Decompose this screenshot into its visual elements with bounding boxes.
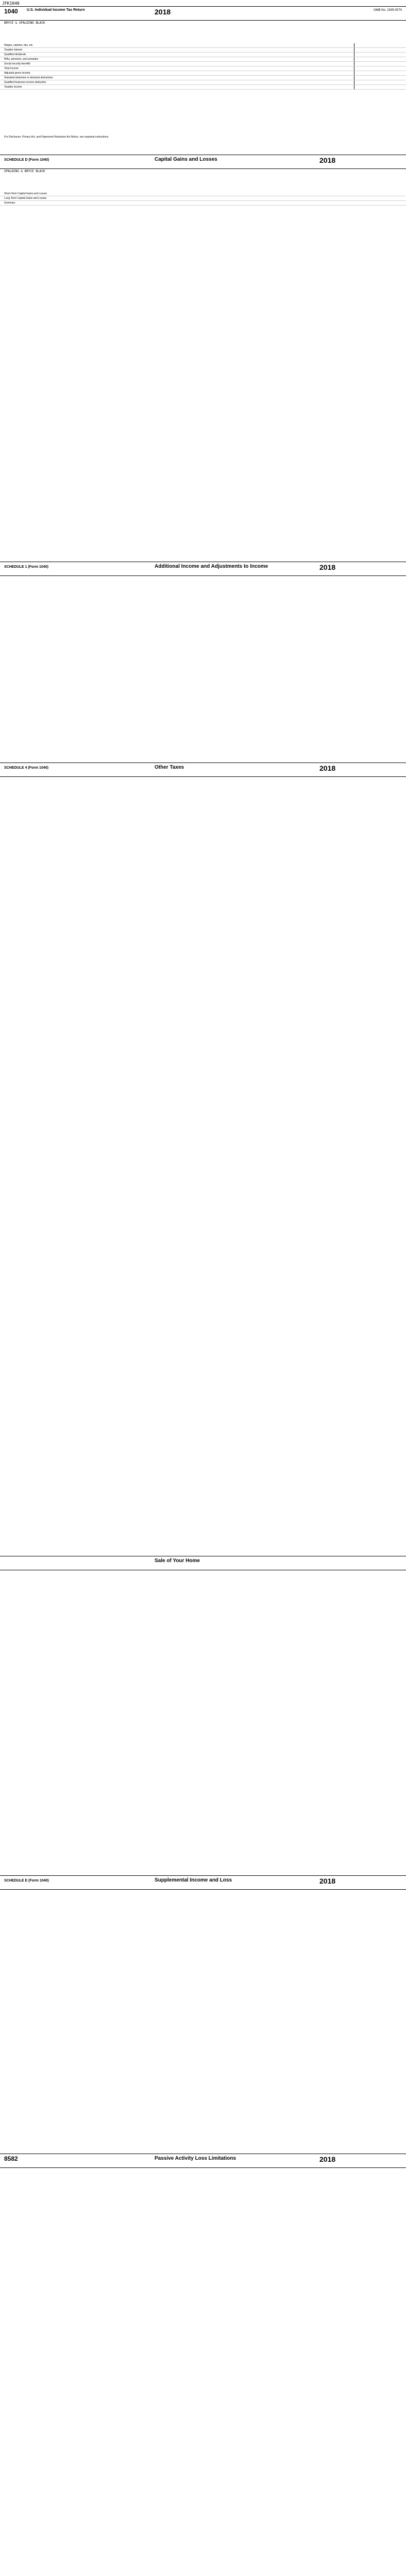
tax-year: 2018 <box>319 764 336 772</box>
taxpayer-name: SPALDING & BRYCE BLACK <box>4 170 45 173</box>
schedule-1-header <box>0 562 406 576</box>
line-row: Total income <box>0 66 406 71</box>
line-row: Qualified dividends <box>0 53 406 57</box>
form-name: Supplemental Income and Loss <box>155 1877 232 1883</box>
tax-year: 2018 <box>319 156 336 164</box>
schedule-d-header <box>0 155 406 169</box>
form-number: 1040 <box>4 8 18 15</box>
tax-year: 2018 <box>319 563 336 571</box>
form-1040-lines <box>0 43 406 90</box>
part-heading: Short-Term Capital Gains and Losses <box>0 192 406 196</box>
schedule-e <box>0 1875 406 2144</box>
form-1040 <box>0 6 406 141</box>
form-name: Capital Gains and Losses <box>155 157 217 162</box>
form-name: U.S. Individual Income Tax Return <box>27 8 85 12</box>
line-row: Social security benefits <box>0 62 406 66</box>
line-row: Wages, salaries, tips, etc. <box>0 43 406 48</box>
schedule-d-parts <box>0 192 406 206</box>
tax-year: 2018 <box>155 8 171 16</box>
schedule-4-header <box>0 763 406 777</box>
schedule-e-header <box>0 1876 406 1890</box>
tax-year: 2018 <box>319 1877 336 1885</box>
line-row: IRAs, pensions, and annuities <box>0 57 406 62</box>
worksheet-header <box>0 1556 406 1570</box>
taxpayer-name: BRYCE & SPALDING BLACK <box>4 21 45 25</box>
worksheet-title: Sale of Your Home <box>155 1558 200 1564</box>
omb-number: OMB No. 1545-0074 <box>373 9 402 12</box>
form-number: SCHEDULE 1 (Form 1040) <box>4 565 48 569</box>
tax-year: 2018 <box>319 2155 336 2163</box>
schedule-1 <box>0 562 406 748</box>
form-number: 8582 <box>4 2155 18 2162</box>
line-row: Qualified business income deduction <box>0 80 406 85</box>
schedule-4 <box>0 762 406 918</box>
part-heading: Summary <box>0 201 406 206</box>
line-row: Standard deduction or itemized deductions <box>0 76 406 80</box>
line-row: Adjusted gross income <box>0 71 406 76</box>
top-note: JFK1040 <box>2 1 20 6</box>
form-name: Passive Activity Loss Limitations <box>155 2156 236 2161</box>
line-row: Taxable interest <box>0 48 406 53</box>
form-1040-header <box>0 7 406 21</box>
form-number: SCHEDULE E (Form 1040) <box>4 1879 49 1883</box>
form-number: SCHEDULE D (Form 1040) <box>4 158 49 162</box>
schedule-d <box>0 155 406 444</box>
form-8582-header <box>0 2154 406 2168</box>
paperwork-notice: For Disclosure, Privacy Act, and Paperwork Reduction Act Notice, see separate instructions. <box>4 135 109 139</box>
part-heading: Long-Term Capital Gains and Losses <box>0 196 406 201</box>
line-row: Taxable income <box>0 85 406 90</box>
form-name: Other Taxes <box>155 765 184 770</box>
form-number: SCHEDULE 4 (Form 1040) <box>4 766 48 770</box>
form-8582 <box>0 2154 406 2422</box>
form-name: Additional Income and Adjustments to Income <box>155 564 268 569</box>
home-sale-worksheet <box>0 1556 406 1866</box>
